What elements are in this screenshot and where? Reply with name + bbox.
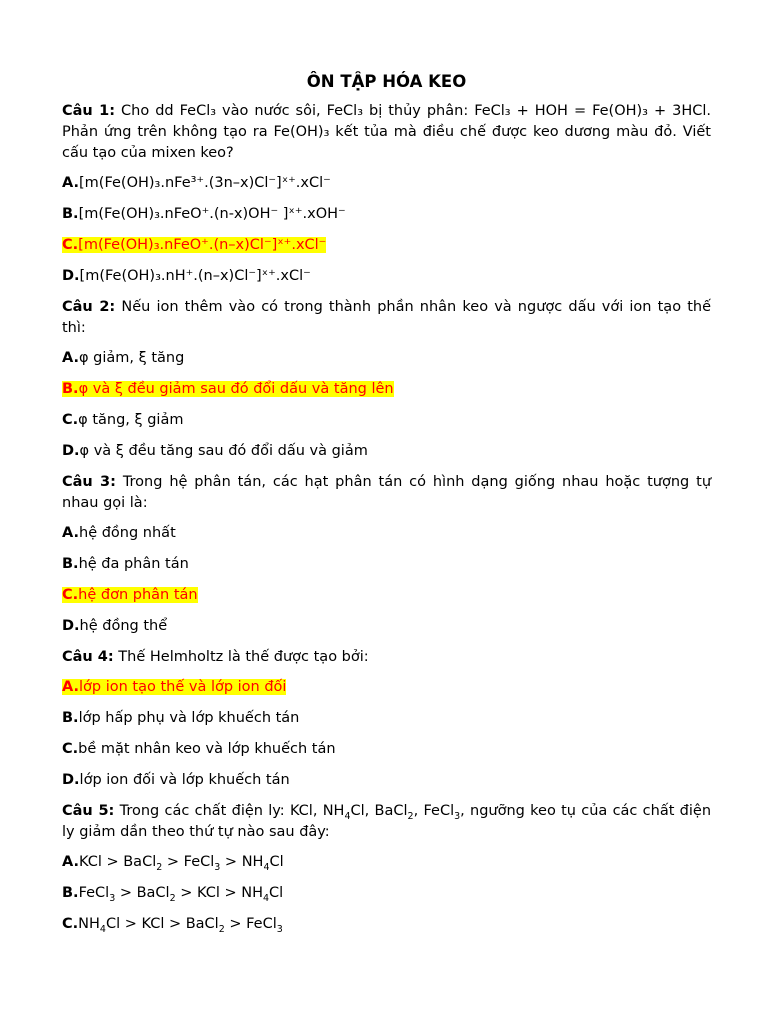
answer-text-wrap (62, 268, 311, 284)
answer-text-wrap (62, 741, 336, 757)
option-text: [m(Fe(OH)₃.nFeO⁺.(n–x)Cl⁻]ˣ⁺.xCl⁻ (78, 237, 327, 253)
answer-text-wrap (62, 412, 183, 428)
option-text: φ giảm, ξ tăng (79, 350, 185, 366)
answer-option (62, 523, 711, 544)
question-text: Thế Helmholtz là thế được tạo bởi: (113, 649, 369, 665)
answer-text-wrap (62, 885, 284, 904)
answer-option (62, 585, 711, 606)
option-letter: B. (62, 556, 79, 572)
option-letter: A. (62, 350, 79, 366)
answer-text-wrap (62, 618, 167, 634)
answer-text-wrap (62, 443, 368, 459)
question-list (62, 101, 711, 935)
answer-option (62, 770, 711, 791)
option-text: hệ đồng thể (79, 618, 168, 634)
option-letter: D. (62, 772, 80, 788)
option-text: FeCl$_3$ > BaCl$_2$ > KCl > $NH_4Cl$ (78, 885, 284, 904)
answer-text-wrap (62, 854, 284, 873)
answer-text-wrap (62, 175, 331, 191)
option-text: φ và ξ đều tăng sau đó đổi dấu và giảm (79, 443, 368, 459)
question-label: Câu 3: (62, 474, 116, 490)
option-letter: D. (62, 443, 80, 459)
answer-option (62, 914, 711, 935)
question-label: Câu 5: (62, 803, 115, 819)
option-letter: C. (62, 741, 79, 757)
question-text: Nếu ion thêm vào có trong thành phần nhân keo và ngược dấu với ion tạo thế thì: (62, 299, 711, 336)
answer-option (62, 852, 711, 873)
answer-option (62, 266, 711, 287)
answer-text-wrap (62, 525, 176, 541)
option-text: φ tăng, ξ giảm (78, 412, 184, 428)
option-text: hệ đơn phân tán (78, 587, 198, 603)
answer-text-wrap (62, 556, 189, 572)
question-label: Câu 1: (62, 103, 116, 119)
question-label: Câu 4: (62, 649, 114, 665)
answer-option (62, 441, 711, 462)
option-letter: A. (62, 854, 79, 870)
option-letter: B. (62, 381, 79, 397)
answer-text-wrap (62, 710, 299, 726)
answer-text-wrap (62, 206, 346, 222)
option-text: $NH_4Cl$ > KCl > BaCl$_2$ > FeCl$_3$ (78, 916, 283, 935)
answer-option (62, 204, 711, 225)
option-text: KCl > BaCl$_2$ > FeCl$_3$ > $NH_4Cl$ (79, 854, 284, 873)
correct-answer-highlight (62, 679, 286, 695)
answer-option (62, 379, 711, 400)
answer-option (62, 173, 711, 194)
option-text: lớp ion đối và lớp khuếch tán (79, 772, 290, 788)
option-letter: D. (62, 268, 80, 284)
option-letter: C. (62, 412, 79, 428)
option-letter: D. (62, 618, 80, 634)
answer-option (62, 348, 711, 369)
question-text: Cho dd FeCl₃ vào nước sôi, FeCl₃ bị thủy phân: FeCl₃ + HOH = Fe(OH)₃ + 3HCl. Phản ứng trên không tạo ra Fe(OH)₃ kết tủa mà điều chế được keo dương màu đỏ. Viết cấu tạo của mixen keo? (62, 103, 711, 161)
answer-text-wrap (62, 350, 184, 366)
option-letter: B. (62, 206, 79, 222)
option-text: hệ đa phân tán (78, 556, 189, 572)
question-3 (62, 472, 711, 514)
correct-answer-highlight (62, 587, 198, 603)
question-5 (62, 801, 711, 843)
answer-option (62, 739, 711, 760)
option-text: hệ đồng nhất (79, 525, 176, 541)
option-letter: A. (62, 175, 79, 191)
correct-answer-highlight (62, 237, 326, 253)
answer-option (62, 616, 711, 637)
option-letter: A. (62, 679, 79, 695)
option-text: [m(Fe(OH)₃.nH⁺.(n–x)Cl⁻]ˣ⁺.xCl⁻ (79, 268, 311, 284)
option-text: bề mặt nhân keo và lớp khuếch tán (78, 741, 336, 757)
option-letter: A. (62, 525, 79, 541)
answer-text-wrap (62, 916, 283, 935)
option-letter: C. (62, 916, 79, 932)
option-letter: C. (62, 237, 79, 253)
answer-option (62, 235, 711, 256)
question-2 (62, 297, 711, 339)
question-label: Câu 2: (62, 299, 116, 315)
option-text: φ và ξ đều giảm sau đó đổi dấu và tăng lên (78, 381, 394, 397)
option-text: [m(Fe(OH)₃.nFe³⁺.(3n–x)Cl⁻]ˣ⁺.xCl⁻ (79, 175, 331, 191)
question-4 (62, 647, 711, 668)
correct-answer-highlight (62, 381, 394, 397)
option-text: lớp hấp phụ và lớp khuếch tán (78, 710, 300, 726)
option-text: [m(Fe(OH)₃.nFeO⁺.(n-x)OH⁻ ]ˣ⁺.xOH⁻ (78, 206, 346, 222)
document-title: ÔN TẬP HÓA KEO (306, 72, 467, 91)
answer-text-wrap (62, 772, 290, 788)
question-text: Trong hệ phân tán, các hạt phân tán có hình dạng giống nhau hoặc tượng tự nhau gọi là: (62, 474, 712, 511)
answer-option (62, 410, 711, 431)
option-letter: B. (62, 710, 79, 726)
answer-option (62, 708, 711, 729)
answer-option (62, 554, 711, 575)
option-letter: C. (62, 587, 79, 603)
answer-option (62, 883, 711, 904)
question-text: Trong các chất điện ly: KCl, $NH_4Cl$, BaCl$_2$, FeCl$_3$, ngưỡng keo tụ của các chất điện ly giảm dần theo thứ tự nào sau đây: (62, 803, 712, 840)
question-1 (62, 101, 711, 164)
option-text: lớp ion tạo thế và lớp ion đối (79, 679, 287, 695)
answer-option (62, 677, 711, 698)
option-letter: B. (62, 885, 79, 901)
